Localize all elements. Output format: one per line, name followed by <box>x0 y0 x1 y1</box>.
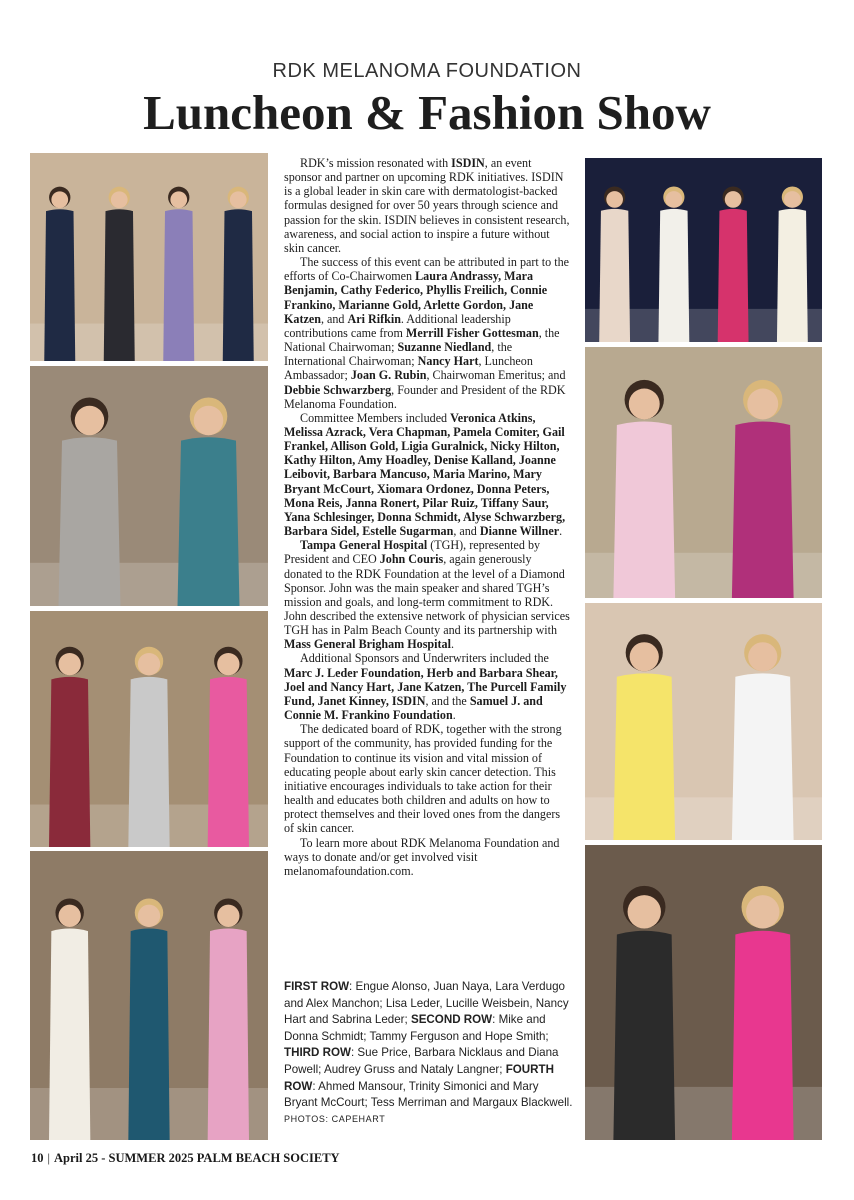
photo-row2-left <box>30 366 268 606</box>
article-paragraph: Committee Members included Veronica Atkins, Melissa Azrack, Vera Chapman, Pamela Comiter, Gail Frankel, Allison Gold, Ligia Guralnick, Nicky Hilton, Kathy Hilton, Amy Hoadley, Denise Kalland, Joanne Leibovit, Barbara Mancuso, Maria Marino, Mary Bryant McCourt, Xiomara Ordonez, Donna Peters, Mona Reis, Janna Ronert, Pilar Ruiz, Tiffany Saur, Yana Schlesinger, Donna Schmidt, Alyse Schwarzberg, Barbara Sidel, Estelle Sugarman, and Dianne Willner. <box>284 410 566 539</box>
caption-label-second-row: SECOND ROW <box>410 1013 493 1027</box>
photo-row3-left <box>30 611 268 847</box>
article-paragraph: Additional Sponsors and Underwriters included the Marc J. Leder Foundation, Herb and Barbara Shear, Joel and Nancy Hart, Jane Katzen, The Purcell Family Fund, Janet Kinney, ISDIN, and the Samuel J. and Connie M. Frankino Foundation. <box>284 651 567 723</box>
kicker: RDK MELANOMA FOUNDATION <box>272 60 582 82</box>
photo-row1-left <box>30 153 268 361</box>
caption-label-third-row: THIRD ROW <box>284 1046 351 1060</box>
page-footer <box>31 1151 631 1166</box>
caption-text-fourth-row: : Ahmed Mansour, Trinity Simonici and Mary Bryant McCourt; Tess Merriman and Margaux Blackwell. <box>284 1079 573 1110</box>
photo-row4-right <box>585 845 822 1140</box>
photo-row1-right <box>585 158 822 342</box>
page-number: 10 <box>31 1151 44 1165</box>
caption-label-fourth-row: FOURTH ROW <box>284 1062 555 1093</box>
photo-row3-right <box>585 603 822 840</box>
article-paragraph: To learn more about RDK Melanoma Foundation and ways to donate and/or get involved visit melanomafoundation.com. <box>284 835 560 878</box>
headline: Luncheon & Fashion Show <box>143 85 711 140</box>
article-paragraph: RDK’s mission resonated with ISDIN, an event sponsor and partner on upcoming RDK initiatives. ISDIN is a global leader in skin care with dermatologist-backed formulas designed for over 50 years through science and passion for the skin. ISDIN believes in consistent research, awareness, and social action to inspire a future without skin cancer. <box>284 156 570 255</box>
magazine-name: PALM BEACH SOCIETY <box>196 1151 340 1165</box>
issue-date: April 25 - SUMMER 2025 <box>54 1151 194 1165</box>
photo-row4-left <box>30 851 268 1140</box>
caption-text-third-row: : Sue Price, Barbara Nicklaus and Diana Powell; Audrey Gruss and Nataly Langner; <box>284 1046 559 1076</box>
photo-captions <box>284 979 574 1125</box>
caption-label-first-row: FIRST ROW <box>284 980 350 993</box>
article-paragraph: The success of this event can be attributed in part to the efforts of Co-Chairwomen Laura Andrassy, Mara Benjamin, Cathy Federico, Phyllis Freilich, Connie Frankino, Marianne Gold, Arlette Gordon, Jane Katzen, and Ari Rifkin. Additional leadership contributions came from Merrill Fisher Gottesman, the National Chairwoman; Suzanne Niedland, the International Chairwoman; Nancy Hart, Luncheon Ambassador; Joan G. Rubin, Chairwoman Emeritus; and Debbie Schwarzberg, Founder and President of the RDK Melanoma Foundation. <box>284 255 569 411</box>
photo-credit: PHOTOS: CAPEHART <box>284 1113 386 1124</box>
footer-separator: | <box>47 1151 51 1165</box>
article-paragraph: The dedicated board of RDK, together with the strong support of the community, has provided funding for the Foundation to continue its vision and vital mission of educating people about early skin cancer detection. This initiative encourages individuals to take action for their health and educates both children and adults on how to protect themselves and their loved ones from the dangers of skin cancer. <box>284 722 562 836</box>
article-paragraph: Tampa General Hospital (TGH), represented by President and CEO John Couris, again generously donated to the RDK Foundation at the level of a Diamond Sponsor. John was the main speaker and shared TGH’s mission and goals, and long-term commitment to RDK. John described the extensive network of physician services TGH has in Palm Beach County and its partnership with Mass General Brigham Hospital. <box>284 538 570 652</box>
article-body <box>284 156 572 878</box>
caption-text-second-row: : Mike and Donna Schmidt; Tammy Ferguson and Hope Smith; <box>284 1013 549 1043</box>
photo-row2-right <box>585 347 822 598</box>
caption-text-first-row: : Engue Alonso, Juan Naya, Lara Verdugo and Alex Manchon; Lisa Leder, Lucille Weisbein, Nancy Hart and Sabrina Leder; <box>284 980 569 1027</box>
